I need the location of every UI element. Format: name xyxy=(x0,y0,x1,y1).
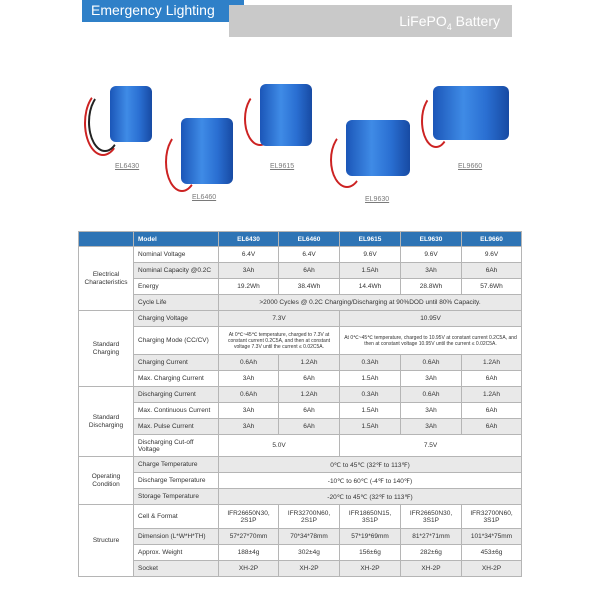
param-label: Cell & Format xyxy=(134,505,219,529)
spec-value: 1.5Ah xyxy=(340,371,401,387)
spec-value: 6Ah xyxy=(279,263,340,279)
spec-value: XH-2P xyxy=(401,561,462,577)
param-label: Cycle Life xyxy=(134,295,219,311)
spec-value: 6.4V xyxy=(279,247,340,263)
section-discharging: Standard Discharging xyxy=(79,387,134,457)
param-label: Max. Continuous Current xyxy=(134,403,219,419)
spec-value: 38.4Wh xyxy=(279,279,340,295)
spec-value: 6Ah xyxy=(462,263,522,279)
spec-value: 7.5V xyxy=(340,435,522,457)
spec-value: 5.0V xyxy=(219,435,340,457)
spec-value: 188±4g xyxy=(219,545,279,561)
spec-value: 6Ah xyxy=(279,371,340,387)
spec-value: 6Ah xyxy=(462,419,522,435)
spec-value: XH-2P xyxy=(462,561,522,577)
spec-value: 3Ah xyxy=(219,263,279,279)
param-label: Max. Pulse Current xyxy=(134,419,219,435)
param-label: Dimension (L*W*H*TH) xyxy=(134,529,219,545)
spec-value: 81*27*71mm xyxy=(401,529,462,545)
spec-value: 1.2Ah xyxy=(279,355,340,371)
spec-value: 19.2Wh xyxy=(219,279,279,295)
param-label: Discharge Temperature xyxy=(134,473,219,489)
spec-value: 57*27*70mm xyxy=(219,529,279,545)
param-label: Discharging Cut-off Voltage xyxy=(134,435,219,457)
spec-value: IFR32700N60, 3S1P xyxy=(462,505,522,529)
product-label-el9615: EL9615 xyxy=(270,163,295,170)
spec-value: IFR32700N60, 2S1P xyxy=(279,505,340,529)
section-charging: Standard Charging xyxy=(79,311,134,387)
section-electrical: Electrical Characteristics xyxy=(79,247,134,311)
param-label: Discharging Current xyxy=(134,387,219,403)
spec-value: 0.6Ah xyxy=(219,355,279,371)
param-label: Charging Voltage xyxy=(134,311,219,327)
spec-value: 1.2Ah xyxy=(462,355,522,371)
param-label: Charging Mode (CC/CV) xyxy=(134,327,219,355)
spec-value: 0.3Ah xyxy=(340,355,401,371)
spec-value: 3Ah xyxy=(219,419,279,435)
section-structure: Structure xyxy=(79,505,134,577)
param-label: Energy xyxy=(134,279,219,295)
spec-value: 0.6Ah xyxy=(401,387,462,403)
spec-value: 1.2Ah xyxy=(462,387,522,403)
model-el9615: EL9615 xyxy=(340,232,401,247)
spec-value: 3Ah xyxy=(219,403,279,419)
param-label: Charging Current xyxy=(134,355,219,371)
spec-value: 6Ah xyxy=(279,419,340,435)
spec-value: XH-2P xyxy=(279,561,340,577)
spec-value: At 0℃~45℃ temperature, charged to 10.95V at constant current 0.2C5A, and then at constant voltage 10.95V until the current ≤ 0.02C5A. xyxy=(340,327,522,355)
spec-value: 6Ah xyxy=(279,403,340,419)
title-post: Battery xyxy=(451,13,500,29)
spec-table xyxy=(78,231,522,577)
spec-value: 9.6V xyxy=(340,247,401,263)
spec-value: 6.4V xyxy=(219,247,279,263)
spec-value: 3Ah xyxy=(401,403,462,419)
product-type-banner xyxy=(229,5,512,37)
product-label-el9660: EL9660 xyxy=(458,163,483,170)
spec-value: 1.5Ah xyxy=(340,419,401,435)
spec-value: 10.95V xyxy=(340,311,522,327)
spec-value: 0℃ to 45℃ (32℉ to 113℉) xyxy=(219,457,522,473)
header-blank xyxy=(79,232,134,247)
spec-value: 28.8Wh xyxy=(401,279,462,295)
spec-value: XH-2P xyxy=(340,561,401,577)
spec-value: 70*34*78mm xyxy=(279,529,340,545)
spec-value: 7.3V xyxy=(219,311,340,327)
spec-value: 3Ah xyxy=(401,263,462,279)
spec-value: 3Ah xyxy=(219,371,279,387)
battery-image-el6460 xyxy=(165,116,235,191)
spec-value: 9.6V xyxy=(401,247,462,263)
model-el9660: EL9660 xyxy=(462,232,522,247)
battery-image-el9660 xyxy=(421,84,511,154)
model-el6430: EL6430 xyxy=(219,232,279,247)
spec-value: 101*34*75mm xyxy=(462,529,522,545)
spec-value: 282±6g xyxy=(401,545,462,561)
spec-value: 6Ah xyxy=(462,403,522,419)
spec-value: 3Ah xyxy=(401,371,462,387)
spec-value: 0.6Ah xyxy=(219,387,279,403)
section-operating: Operating Condition xyxy=(79,457,134,505)
spec-value: 57.6Wh xyxy=(462,279,522,295)
model-header: Model xyxy=(134,232,219,247)
section-title-banner: Emergency Lighting xyxy=(82,0,244,22)
product-label-el6430: EL6430 xyxy=(115,163,140,170)
spec-value: 9.6V xyxy=(462,247,522,263)
spec-value: 0.6Ah xyxy=(401,355,462,371)
battery-image-el9630 xyxy=(330,118,412,188)
param-label: Nominal Capacity @0.2C xyxy=(134,263,219,279)
param-label: Max. Charging Current xyxy=(134,371,219,387)
spec-value: >2000 Cycles @ 0.2C Charging/Discharging at 90%DOD until 80% Capacity. xyxy=(219,295,522,311)
spec-value: -10℃ to 60℃ (-4℉ to 140℉) xyxy=(219,473,522,489)
title-sub: 4 xyxy=(446,21,452,32)
param-label: Approx. Weight xyxy=(134,545,219,561)
spec-value: IFR26650N30, 2S1P xyxy=(219,505,279,529)
product-label-el6460: EL6460 xyxy=(192,194,217,201)
spec-value: 0.3Ah xyxy=(340,387,401,403)
param-label: Storage Temperature xyxy=(134,489,219,505)
spec-value: 156±6g xyxy=(340,545,401,561)
spec-value: 1.2Ah xyxy=(279,387,340,403)
spec-value: 57*19*69mm xyxy=(340,529,401,545)
param-label: Nominal Voltage xyxy=(134,247,219,263)
spec-value: 14.4Wh xyxy=(340,279,401,295)
spec-value: 302±4g xyxy=(279,545,340,561)
param-label: Charge Temperature xyxy=(134,457,219,473)
spec-value: IFR26650N30, 3S1P xyxy=(401,505,462,529)
battery-image-el6430 xyxy=(84,80,154,155)
spec-value: 453±6g xyxy=(462,545,522,561)
spec-value: -20℃ to 45℃ (32℉ to 113℉) xyxy=(219,489,522,505)
spec-value: 1.5Ah xyxy=(340,403,401,419)
spec-value: 3Ah xyxy=(401,419,462,435)
model-el6460: EL6460 xyxy=(279,232,340,247)
spec-value: At 0℃~45℃ temperature, charged to 7.3V at constant current 0.2C5A, and then at constant voltage 7.3V until the current ≤ 0.02C5A. xyxy=(219,327,340,355)
title-pre: LiFePO xyxy=(399,13,447,29)
spec-value: IFR18650N15, 3S1P xyxy=(340,505,401,529)
battery-image-el9615 xyxy=(244,84,314,154)
spec-value: 1.5Ah xyxy=(340,263,401,279)
product-label-el9630: EL9630 xyxy=(365,196,390,203)
spec-value: XH-2P xyxy=(219,561,279,577)
spec-value: 6Ah xyxy=(462,371,522,387)
model-el9630: EL9630 xyxy=(401,232,462,247)
param-label: Socket xyxy=(134,561,219,577)
